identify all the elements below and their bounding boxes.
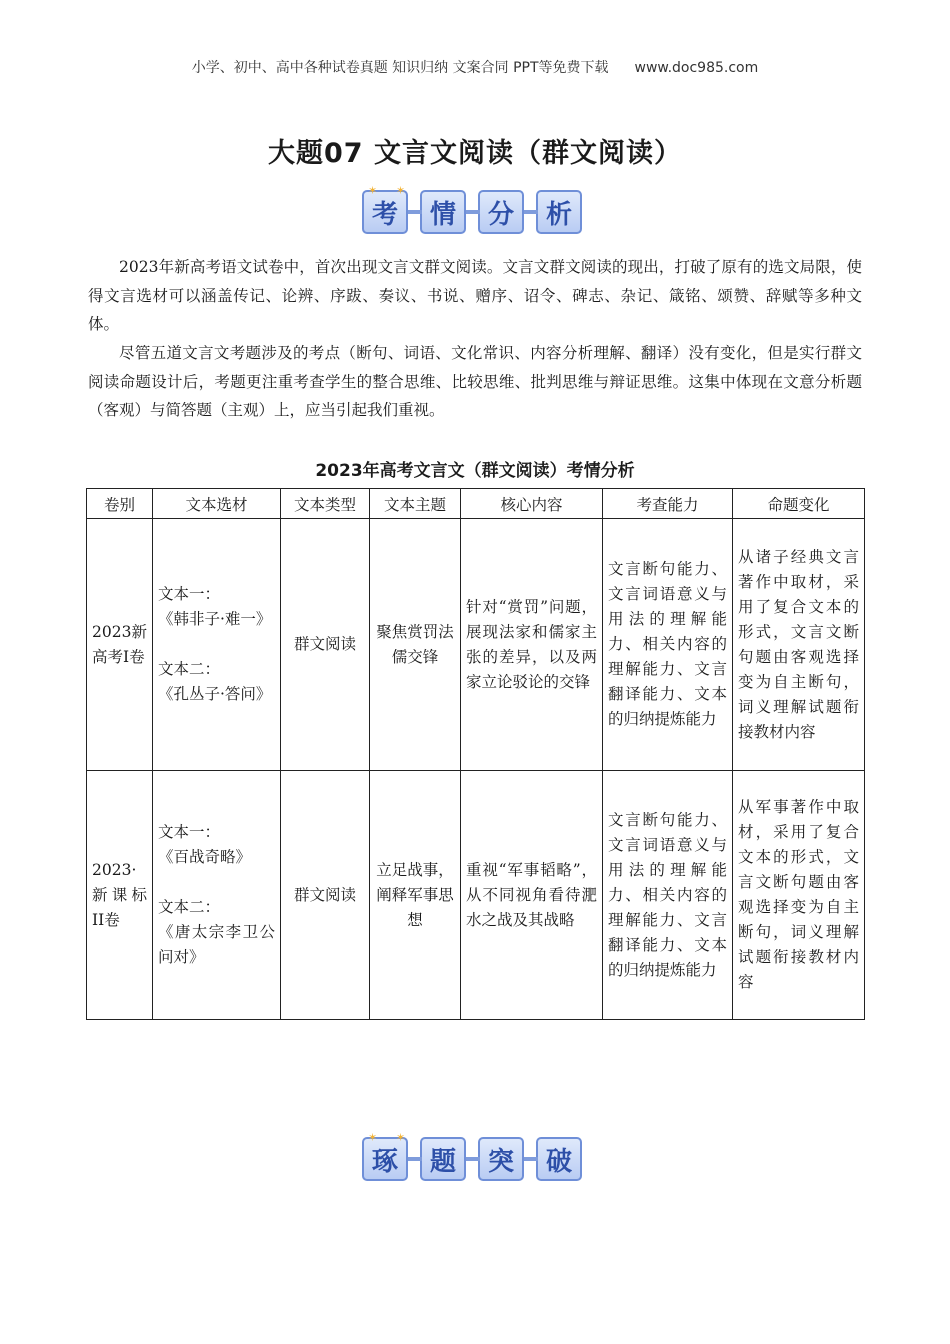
paper-cell: 2023·新课标II卷	[87, 771, 153, 1020]
column-header: 文本选材	[153, 489, 281, 519]
star-icon: ✶	[368, 1131, 378, 1144]
banner-char: 破	[536, 1137, 582, 1181]
star-icon: ✶	[396, 1131, 406, 1144]
text1-label: 文本一：	[158, 585, 221, 603]
column-header: 文本主题	[370, 489, 461, 519]
text2-label: 文本二：	[158, 898, 221, 916]
change-cell: 从军事著作中取材，采用了复合文本的形式，文言文断句题由客观选择变为自主断句，词义理解试题衔接教材内容	[733, 771, 865, 1020]
intro-paragraph-1: 2023年新高考语文试卷中，首次出现文言文群文阅读。文言文群文阅读的现出，打破了原有的选文局限，使得文言选材可以涵盖传记、论辨、序跋、奏议、书说、赠序、诏令、碑志、杂记、箴铭、颂赞、辞赋等多种文体。	[88, 258, 862, 333]
ability-cell: 文言断句能力、文言词语意义与用法的理解能力、相关内容的理解能力、文言翻译能力、文本的归纳提炼能力	[603, 519, 733, 771]
table-row	[87, 519, 865, 771]
text2-title: 《唐太宗李卫公问对》	[158, 923, 275, 966]
banner-char: 分	[478, 190, 524, 234]
text1-label: 文本一：	[158, 823, 221, 841]
type-cell: 群文阅读	[281, 519, 370, 771]
page-header	[0, 57, 950, 77]
column-header: 核心内容	[461, 489, 603, 519]
table-caption: 2023年高考文言文（群文阅读）考情分析	[315, 461, 635, 481]
ability-cell: 文言断句能力、文言词语意义与用法的理解能力、相关内容的理解能力、文言翻译能力、文本的归纳提炼能力	[603, 771, 733, 1020]
column-header: 文本类型	[281, 489, 370, 519]
header-url[interactable]: www.doc985.com	[634, 60, 759, 76]
text1-title: 《百战奇略》	[158, 848, 252, 866]
section-banner-practice	[362, 1133, 588, 1185]
banner-char: 题	[420, 1137, 466, 1181]
banner-connector	[524, 1157, 538, 1161]
column-header: 命题变化	[733, 489, 865, 519]
banner-connector	[408, 1157, 422, 1161]
table-header-row	[87, 489, 865, 519]
header-text: 小学、初中、高中各种试卷真题 知识归纳 文案合同 PPT等免费下载	[191, 60, 609, 76]
table-row	[87, 771, 865, 1020]
banner-char: 情	[420, 190, 466, 234]
page-title: 大题07 文言文阅读（群文阅读）	[268, 138, 682, 169]
banner-char: 突	[478, 1137, 524, 1181]
section-banner-analysis	[362, 186, 588, 238]
banner-connector	[408, 210, 422, 214]
text2-title: 《孔丛子·答问》	[158, 685, 272, 703]
intro-paragraph-2: 尽管五道文言文考题涉及的考点（断句、词语、文化常识、内容分析理解、翻译）没有变化，但是实行群文阅读命题设计后，考题更注重考查学生的整合思维、比较思维、批判思维与辩证思维。这集中体现在文意分析题（客观）与简答题（主观）上，应当引起我们重视。	[88, 344, 862, 419]
change-cell: 从诸子经典文言著作中取材，采用了复合文本的形式，文言文断句题由客观选择变为自主断句，词义理解试题衔接教材内容	[733, 519, 865, 771]
banner-char: 析	[536, 190, 582, 234]
star-icon: ✶	[368, 184, 378, 197]
text2-label: 文本二：	[158, 660, 221, 678]
banner-char: 琢	[362, 1137, 408, 1181]
text-source-cell	[153, 519, 281, 771]
star-icon: ✶	[396, 184, 406, 197]
exam-analysis-table	[86, 488, 865, 1020]
core-content-cell: 针对“赏罚”问题，展现法家和儒家主张的差异，以及两家立论驳论的交锋	[461, 519, 603, 771]
theme-cell: 立足战事，阐释军事思想	[370, 771, 461, 1020]
banner-connector	[466, 1157, 480, 1161]
column-header: 考查能力	[603, 489, 733, 519]
column-header: 卷别	[87, 489, 153, 519]
text1-title: 《韩非子·难一》	[158, 610, 272, 628]
theme-cell: 聚焦赏罚法儒交锋	[370, 519, 461, 771]
banner-connector	[524, 210, 538, 214]
banner-char: 考	[362, 190, 408, 234]
type-cell: 群文阅读	[281, 771, 370, 1020]
paper-cell: 2023新高考I卷	[87, 519, 153, 771]
core-content-cell: 重视“军事韬略”，从不同视角看待淝水之战及其战略	[461, 771, 603, 1020]
text-source-cell	[153, 771, 281, 1020]
banner-connector	[466, 210, 480, 214]
